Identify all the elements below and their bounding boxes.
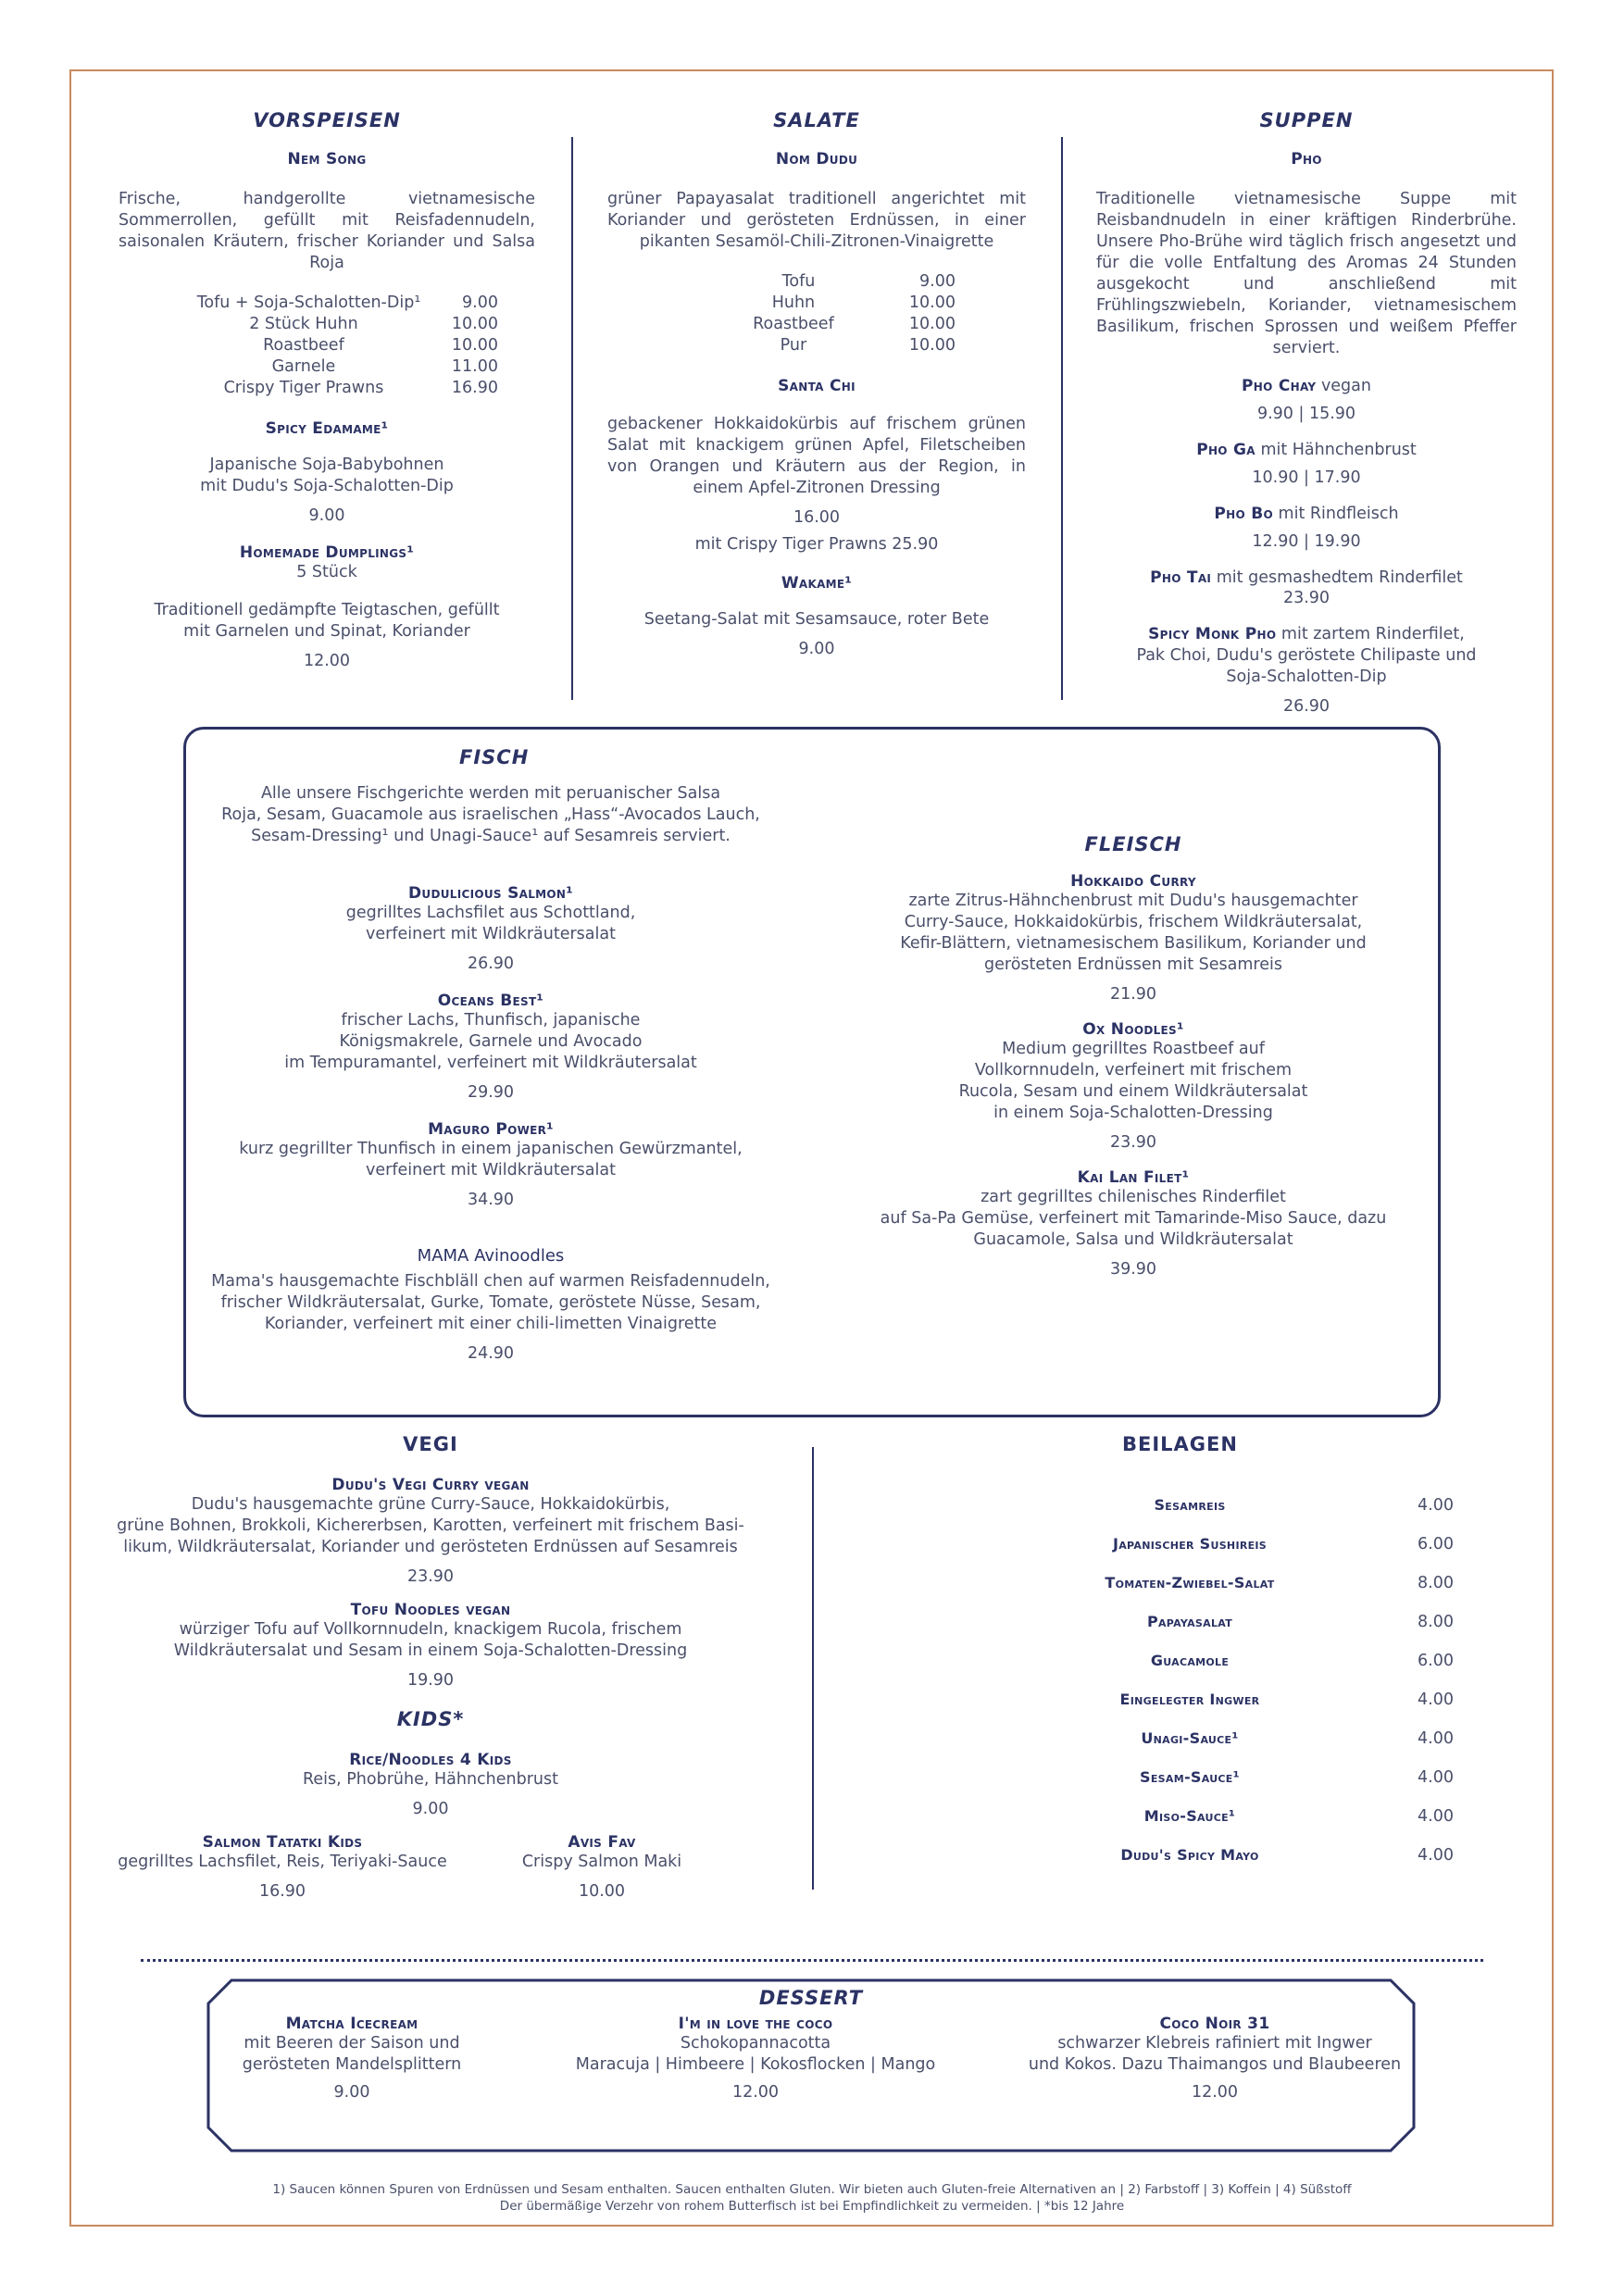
dish-price-coco: 12.00 (731, 2083, 780, 2102)
dish-price-ox: 23.90 (1109, 1133, 1157, 1152)
dish-desc-vegi-curry-3: likum, Wildkräutersalat, Koriander und gerösteten Erdnüssen auf Sesamreis (123, 1538, 738, 1556)
dish-desc-ox-1: Medium gegrilltes Roastbeef auf (1002, 1040, 1265, 1058)
dish-desc-tofu-2: Wildkräutersalat und Sesam in einem Soja-Schalotten-Dressing (173, 1641, 688, 1660)
dessert-coco (561, 2015, 950, 2102)
dish-desc-salmon-kids: gegrilltes Lachsfilet, Reis, Teriyaki-Sauce (118, 1853, 447, 1871)
dish-desc-nem-song: Frische, handgerollte vietnamesische Sommerrollen, gefüllt mit Reisfadennudeln, saisonalen Kräutern, frischer Koriander und Salsa Roja (119, 190, 535, 272)
dish-name-maguro: Maguro Power¹ (428, 1120, 554, 1139)
dish-name-dumplings: Homemade Dumplings¹ (239, 543, 415, 562)
dish-desc-noir-2: und Kokos. Dazu Thaimangos und Blaubeeren (1028, 2055, 1402, 2074)
dish-name-avis: Avis Fav (568, 1833, 636, 1852)
dish-desc-oceans-3: im Tempuramantel, verfeinert mit Wildkräutersalat (284, 1054, 697, 1072)
dish-desc-santa-chi: gebackener Hokkaidokürbis auf frischem grünen Salat mit knackigem grünen Apfel, Filetscheiben von Orangen und Kräutern aus der Region, in einem Apfel-Zitronen Dressing (607, 415, 1026, 497)
vegi-section (111, 1433, 750, 1901)
dish-desc-edamame-1: Japanische Soja-Babybohnen (209, 455, 444, 474)
column-divider (1061, 137, 1063, 700)
dish-desc-ox-2: Vollkornnudeln, verfeinert mit frischem (974, 1061, 1293, 1079)
beilagen-list (1065, 1496, 1454, 1885)
dish-price-wakame: 9.00 (798, 640, 835, 658)
dish-name-hokkaido: Hokkaido Curry (1070, 872, 1196, 891)
price-row: Huhn 10.00 (771, 293, 956, 312)
price-row: Pur 10.00 (780, 336, 956, 355)
price-row: 2 Stück Huhn 10.00 (249, 315, 498, 333)
dish-desc-vegi-curry-1: Dudu's hausgemachte grüne Curry-Sauce, Hokkaidokürbis, (191, 1495, 670, 1514)
dish-name-tofu-noodles: Tofu Noodles vegan (350, 1601, 511, 1619)
list-item: Papayasalat 8.00 (1146, 1613, 1454, 1631)
dish-desc-coco-2: Maracuja | Himbeere | Kokosflocken | Mango (575, 2055, 936, 2074)
list-item: Guacamole 6.00 (1150, 1652, 1454, 1670)
dish-desc-wakame: Seetang-Salat mit Sesamsauce, roter Bete (643, 610, 990, 629)
dish-name-salmon-kids: Salmon Tatatki Kids (202, 1833, 363, 1852)
suppen-section (1096, 109, 1517, 716)
dish-name-salmon: Dudulicious Salmon¹ (408, 884, 573, 903)
section-title-suppen: SUPPEN (1259, 109, 1354, 131)
dish-desc-avis: Crispy Salmon Maki (521, 1853, 682, 1871)
dish-pho-tai: Pho Tai mit gesmashedtem Rinderfilet (1150, 568, 1463, 587)
dish-pho-ga: Pho Ga mit Hähnchenbrust (1196, 441, 1417, 459)
dish-desc-oceans-2: Königsmakrele, Garnele und Avocado (339, 1032, 643, 1051)
dish-desc-mama-1: Mama's hausgemachte Fischbläll chen auf warmen Reisfadennudeln, (211, 1272, 770, 1291)
dish-desc-kailan-1: zart gegrilltes chilenisches Rinderfilet (981, 1188, 1286, 1206)
dish-pho-chay: Pho Chay vegan (1242, 377, 1371, 395)
dish-price-pho-chay: 9.90 | 15.90 (1256, 405, 1356, 423)
dish-price-spicy-monk: 26.90 (1282, 697, 1330, 716)
dish-name-pho: Pho (1291, 150, 1322, 168)
list-item: Japanischer Sushireis 6.00 (1112, 1535, 1454, 1554)
dish-name-noir: Coco Noir 31 (1159, 2015, 1270, 2033)
section-title-salate: SALATE (773, 109, 860, 131)
dish-desc-kailan-3: Guacamole, Salsa und Wildkräutersalat (973, 1230, 1293, 1249)
dish-name-ox: Ox Noodles¹ (1082, 1020, 1184, 1039)
dish-desc-hokkaido-2: Curry-Sauce, Hokkaidokürbis, frischem Wildkräutersalat, (904, 913, 1363, 931)
dish-desc-dumplings-2: mit Garnelen und Spinat, Koriander (183, 622, 470, 641)
dish-price-hokkaido: 21.90 (1109, 985, 1157, 1004)
section-title-fleisch: FLEISCH (1084, 833, 1182, 855)
dish-price-avis: 10.00 (578, 1882, 626, 1901)
dish-name-santa-chi: Santa Chi (778, 377, 856, 395)
price-table-nom-dudu (678, 271, 956, 356)
section-title-kids: KIDS* (396, 1708, 465, 1730)
dish-price-salmon-kids: 16.90 (258, 1882, 306, 1901)
dish-price-santa-chi: 16.00 (793, 508, 841, 527)
list-item: Miso-Sauce¹ 4.00 (1143, 1807, 1454, 1826)
price-table-nem-song (156, 293, 498, 399)
dish-price-dumplings: 12.00 (303, 652, 351, 670)
dish-price-kailan: 39.90 (1109, 1260, 1157, 1279)
section-title-vegi: VEGI (403, 1433, 458, 1455)
dish-sub-dumplings: 5 Stück (296, 563, 357, 581)
dish-desc-maguro-1: kurz gegrillter Thunfisch in einem japanischen Gewürzmantel, (239, 1140, 743, 1158)
dish-desc-nom-dudu: grüner Papayasalat traditionell angerichtet mit Koriander und gerösteten Erdnüssen, in einer pikanten Sesamöl-Chili-Zitronen-Vinaigrette (607, 190, 1026, 251)
list-item: Sesam-Sauce¹ 4.00 (1140, 1768, 1454, 1787)
dish-price-oceans: 29.90 (467, 1083, 515, 1102)
price-row: Tofu + Soja-Schalotten-Dip¹ 9.00 (196, 293, 498, 312)
dish-name-coco: I'm in love the coco (678, 2015, 833, 2033)
dish-name-matcha: Matcha Icecream (285, 2015, 418, 2033)
dish-desc-ox-3: Rucola, Sesam und einem Wildkräutersalat (958, 1082, 1308, 1101)
dish-desc-mama-2: frischer Wildkräutersalat, Gurke, Tomate, geröstete Nüsse, Sesam, (220, 1293, 761, 1312)
dish-desc-kailan-2: auf Sa-Pa Gemüse, verfeinert mit Tamarinde-Miso Sauce, dazu (880, 1209, 1387, 1228)
dish-price-matcha: 9.00 (333, 2083, 370, 2102)
dish-name-oceans: Oceans Best¹ (437, 992, 544, 1010)
dish-desc-pho: Traditionelle vietnamesische Suppe mit Reisbandnudeln in einer kräftigen Rinderbrühe. Unsere Pho-Brühe wird täglich frisch angesetzt und für die volle Entfaltung des Aromas 24 Stunden ausgekocht und anschließend mit Frühlingszwiebeln, Koriander, vietnamesischem Basilikum, frischen Sprossen und weißem Pfeffer serviert. (1096, 190, 1517, 357)
dish-desc-matcha-1: mit Beeren der Saison und (244, 2034, 460, 2053)
dessert-row (206, 2015, 1417, 2102)
kids-salmon (111, 1833, 454, 1901)
dessert-noir (1020, 2015, 1409, 2102)
dish-price-mama: 24.90 (467, 1344, 515, 1363)
dish-price-vegi-curry: 23.90 (406, 1567, 455, 1586)
dish-name-mama: MAMA Avinoodles (417, 1246, 565, 1266)
dish-name-kailan: Kai Lan Filet¹ (1077, 1168, 1190, 1187)
list-item: Dudu's Spicy Mayo 4.00 (1120, 1846, 1454, 1865)
dish-name-wakame: Wakame¹ (781, 574, 853, 593)
price-row: Roastbeef 10.00 (753, 315, 956, 333)
dish-price-edamame: 9.00 (308, 506, 345, 525)
dish-name-vegi-curry: Dudu's Vegi Curry vegan (331, 1476, 530, 1494)
footer-line-1: 1) Saucen können Spuren von Erdnüssen und Sesam enthalten. Saucen enthalten Gluten. Wir bieten auch Gluten-freie Alternativen an | 2) Farbstoff | 3) Koffein | 4) Süßstoff (272, 2182, 1352, 2197)
dish-price-rice-kids: 9.00 (412, 1800, 449, 1818)
beilagen-section (1065, 1433, 1454, 1885)
dish-desc-spicy-monk-3: Soja-Schalotten-Dip (1226, 668, 1387, 686)
dish-desc-vegi-curry-2: grüne Bohnen, Brokkoli, Kichererbsen, Karotten, verfeinert mit frischem Basi- (117, 1516, 744, 1535)
dish-price-noir: 12.00 (1191, 2083, 1239, 2102)
dish-name-nom-dudu: Nom Dudu (775, 150, 858, 168)
dish-pho-bo: Pho Bo mit Rindfleisch (1214, 505, 1399, 523)
list-item: Tomaten-Zwiebel-Salat 8.00 (1105, 1574, 1454, 1592)
dish-name-rice-kids: Rice/Noodles 4 Kids (349, 1751, 512, 1769)
dish-spicy-monk: Spicy Monk Pho mit zartem Rinderfilet, (1148, 625, 1465, 643)
dish-extra-santa-chi: mit Crispy Tiger Prawns 25.90 (694, 535, 939, 554)
dish-price-maguro: 34.90 (467, 1191, 515, 1209)
dotted-divider (141, 1959, 1483, 1962)
section-title-beilagen: BEILAGEN (1122, 1433, 1238, 1455)
kids-row (111, 1833, 750, 1901)
dish-price-pho-ga: 10.90 | 17.90 (1252, 468, 1361, 487)
column-divider (812, 1447, 814, 1890)
dish-name-nem-song: Nem Song (287, 150, 367, 168)
price-row: Roastbeef 10.00 (263, 336, 498, 355)
dish-desc-mama-3: Koriander, verfeinert mit einer chili-limetten Vinaigrette (264, 1315, 718, 1333)
dish-desc-noir-1: schwarzer Klebreis rafiniert mit Ingwer (1057, 2034, 1372, 2053)
dish-desc-coco-1: Schokopannacotta (680, 2034, 831, 2053)
column-divider (571, 137, 573, 700)
footer (93, 2181, 1531, 2215)
list-item: Unagi-Sauce¹ 4.00 (1141, 1729, 1454, 1748)
dish-desc-salmon-2: verfeinert mit Wildkräutersalat (366, 925, 616, 943)
dish-desc-salmon-1: gegrilltes Lachsfilet aus Schottland, (345, 904, 636, 922)
section-title-fisch: FISCH (459, 746, 530, 768)
footer-line-2: Der übermäßige Verzehr von rohem Butterfisch ist bei Empfindlichkeit zu vermeiden. | *bis 12 Jahre (499, 2199, 1125, 2214)
price-row: Crispy Tiger Prawns 16.90 (223, 379, 498, 397)
fisch-intro-2: Roja, Sesam, Guacamole aus israelischen „Hass“-Avocados Lauch, (221, 805, 760, 824)
dish-desc-hokkaido-3: Kefir-Blättern, vietnamesischem Basilikum, Koriander und (900, 934, 1367, 953)
section-title-dessert: DESSERT (758, 1987, 864, 2009)
dish-desc-tofu-1: würziger Tofu auf Vollkornnudeln, knackigem Rucola, frischem (179, 1620, 682, 1639)
kids-avis (454, 1833, 750, 1901)
price-row: Garnele 11.00 (271, 357, 498, 376)
dessert-matcha (213, 2015, 491, 2102)
dish-desc-hokkaido-4: gerösteten Erdnüssen mit Sesamreis (984, 955, 1282, 974)
dish-price-pho-tai: 23.90 (1282, 589, 1330, 607)
dish-desc-spicy-monk-2: Pak Choi, Dudu's geröstete Chilipaste und (1136, 646, 1477, 665)
dish-desc-maguro-2: verfeinert mit Wildkräutersalat (366, 1161, 616, 1179)
dish-desc-oceans-1: frischer Lachs, Thunfisch, japanische (341, 1011, 641, 1029)
dish-price-tofu: 19.90 (406, 1671, 455, 1690)
list-item: Sesamreis 4.00 (1154, 1496, 1454, 1515)
dish-price-salmon: 26.90 (467, 955, 515, 973)
salate-section (607, 109, 1026, 658)
vorspeisen-section (119, 109, 535, 670)
dish-desc-matcha-2: gerösteten Mandelsplittern (242, 2055, 462, 2074)
price-row: Tofu 9.00 (781, 272, 956, 291)
dish-price-pho-bo: 12.90 | 19.90 (1252, 532, 1361, 551)
section-title-vorspeisen: VORSPEISEN (253, 109, 401, 131)
fisch-intro-1: Alle unsere Fischgerichte werden mit peruanischer Salsa (260, 784, 721, 803)
dish-desc-rice-kids: Reis, Phobrühe, Hähnchenbrust (303, 1770, 558, 1789)
dessert-section (206, 1987, 1417, 2102)
dish-desc-edamame-2: mit Dudu's Soja-Schalotten-Dip (200, 477, 454, 495)
dish-desc-hokkaido-1: zarte Zitrus-Hähnchenbrust mit Dudu's hausgemachter (908, 892, 1358, 910)
dish-desc-ox-4: in einem Soja-Schalotten-Dressing (993, 1104, 1273, 1122)
fisch-intro-3: Sesam-Dressing¹ und Unagi-Sauce¹ auf Sesamreis serviert. (251, 827, 731, 845)
fleisch-section (856, 833, 1411, 1279)
dish-desc-dumplings-1: Traditionell gedämpfte Teigtaschen, gefüllt (154, 601, 500, 619)
list-item: Eingelegter Ingwer 4.00 (1119, 1691, 1454, 1709)
dish-name-edamame: Spicy Edamame¹ (265, 419, 389, 438)
fisch-section (206, 746, 776, 1363)
